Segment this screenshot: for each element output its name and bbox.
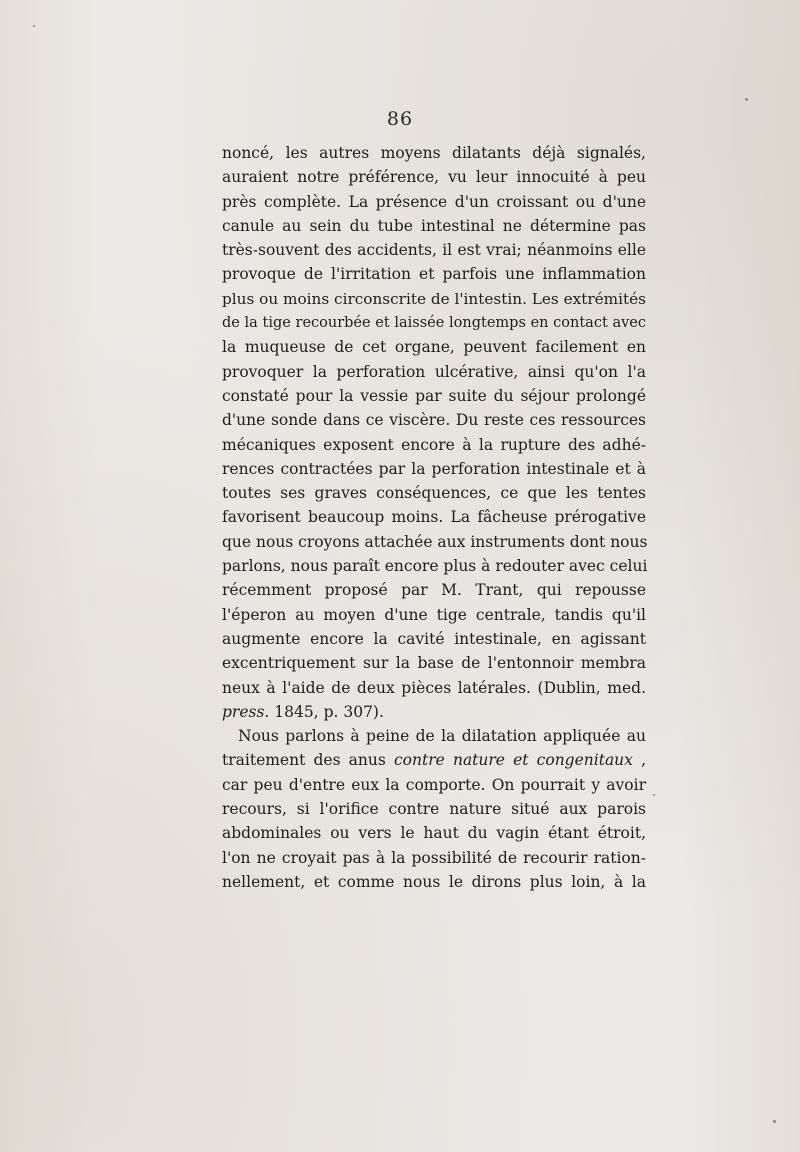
body-text: [222, 141, 646, 894]
text-line: récemment proposé par M. Trant, qui repousse: [222, 581, 646, 600]
paper-speck: [33, 25, 35, 27]
text-line: de la tige recourbée et laissée longtemps en contact avec: [222, 315, 646, 332]
text-line: nellement, et comme nous le dirons plus loin, à la: [222, 872, 646, 891]
text-span: 1845, p. 307).: [269, 702, 384, 721]
italic-text: press.: [222, 702, 270, 721]
text-line: provoquer la perforation ulcérative, ainsi qu'on l'a: [222, 362, 646, 381]
text-line-paragraph-end: [222, 700, 646, 724]
text-line: d'une sonde dans ce viscère. Du reste ces ressources: [222, 411, 646, 430]
text-line: très-souvent des accidents, il est vrai; néanmoins elle: [222, 241, 646, 260]
text-line: constaté pour la vessie par suite du séjour prolongé: [222, 386, 646, 405]
text-span: ,: [641, 751, 647, 770]
paper-speck: [773, 1120, 776, 1123]
text-line: car peu d'entre eux la comporte. On pourrait y avoir: [222, 775, 646, 794]
text-line: que nous croyons attachée aux instruments dont nous: [222, 532, 648, 551]
italic-text: contre nature et congenitaux: [394, 751, 633, 770]
text-line: auraient notre préférence, vu leur innocuité à peu: [222, 168, 646, 187]
text-line: [222, 748, 646, 772]
text-line: excentriquement sur la base de l'entonnoir membra: [222, 654, 646, 673]
text-line: canule au sein du tube intestinal ne détermine pas: [222, 216, 646, 235]
text-line: provoque de l'irritation et parfois une inflammation: [222, 265, 646, 284]
text-line: toutes ses graves conséquences, ce que les tentes: [222, 484, 646, 503]
text-line: l'on ne croyait pas à la possibilité de recourir ration-: [222, 848, 646, 867]
text-line: noncé, les autres moyens dilatants déjà signalés,: [222, 144, 646, 162]
paragraph-first-line: Nous parlons à peine de la dilatation appliquée au: [238, 727, 646, 746]
paper-speck: [745, 98, 748, 101]
text-line: augmente encore la cavité intestinale, en agissant: [222, 629, 646, 648]
text-line: parlons, nous paraît encore plus à redouter avec celui: [222, 557, 648, 576]
text-line: mécaniques exposent encore à la rupture des adhé-: [222, 435, 646, 454]
page-number: 86: [386, 108, 414, 130]
text-line: près complète. La présence d'un croissant ou d'une: [222, 192, 646, 211]
paper-speck: [653, 794, 655, 796]
text-line: favorisent beaucoup moins. La fâcheuse prérogative: [222, 508, 646, 527]
text-line: abdominales ou vers le haut du vagin étant étroit,: [222, 824, 646, 843]
text-line: la muqueuse de cet organe, peuvent facilement en: [222, 338, 646, 357]
text-span: traitement des anus: [222, 751, 394, 770]
text-line: rences contractées par la perforation intestinale et à: [222, 459, 646, 478]
text-line: l'éperon au moyen d'une tige centrale, tandis qu'il: [222, 605, 646, 624]
text-line: recours, si l'orifice contre nature situé aux parois: [222, 800, 646, 819]
text-line: plus ou moins circonscrite de l'intestin. Les extrémités: [222, 289, 646, 308]
text-line: neux à l'aide de deux pièces latérales. (Dublin, med.: [222, 678, 646, 697]
